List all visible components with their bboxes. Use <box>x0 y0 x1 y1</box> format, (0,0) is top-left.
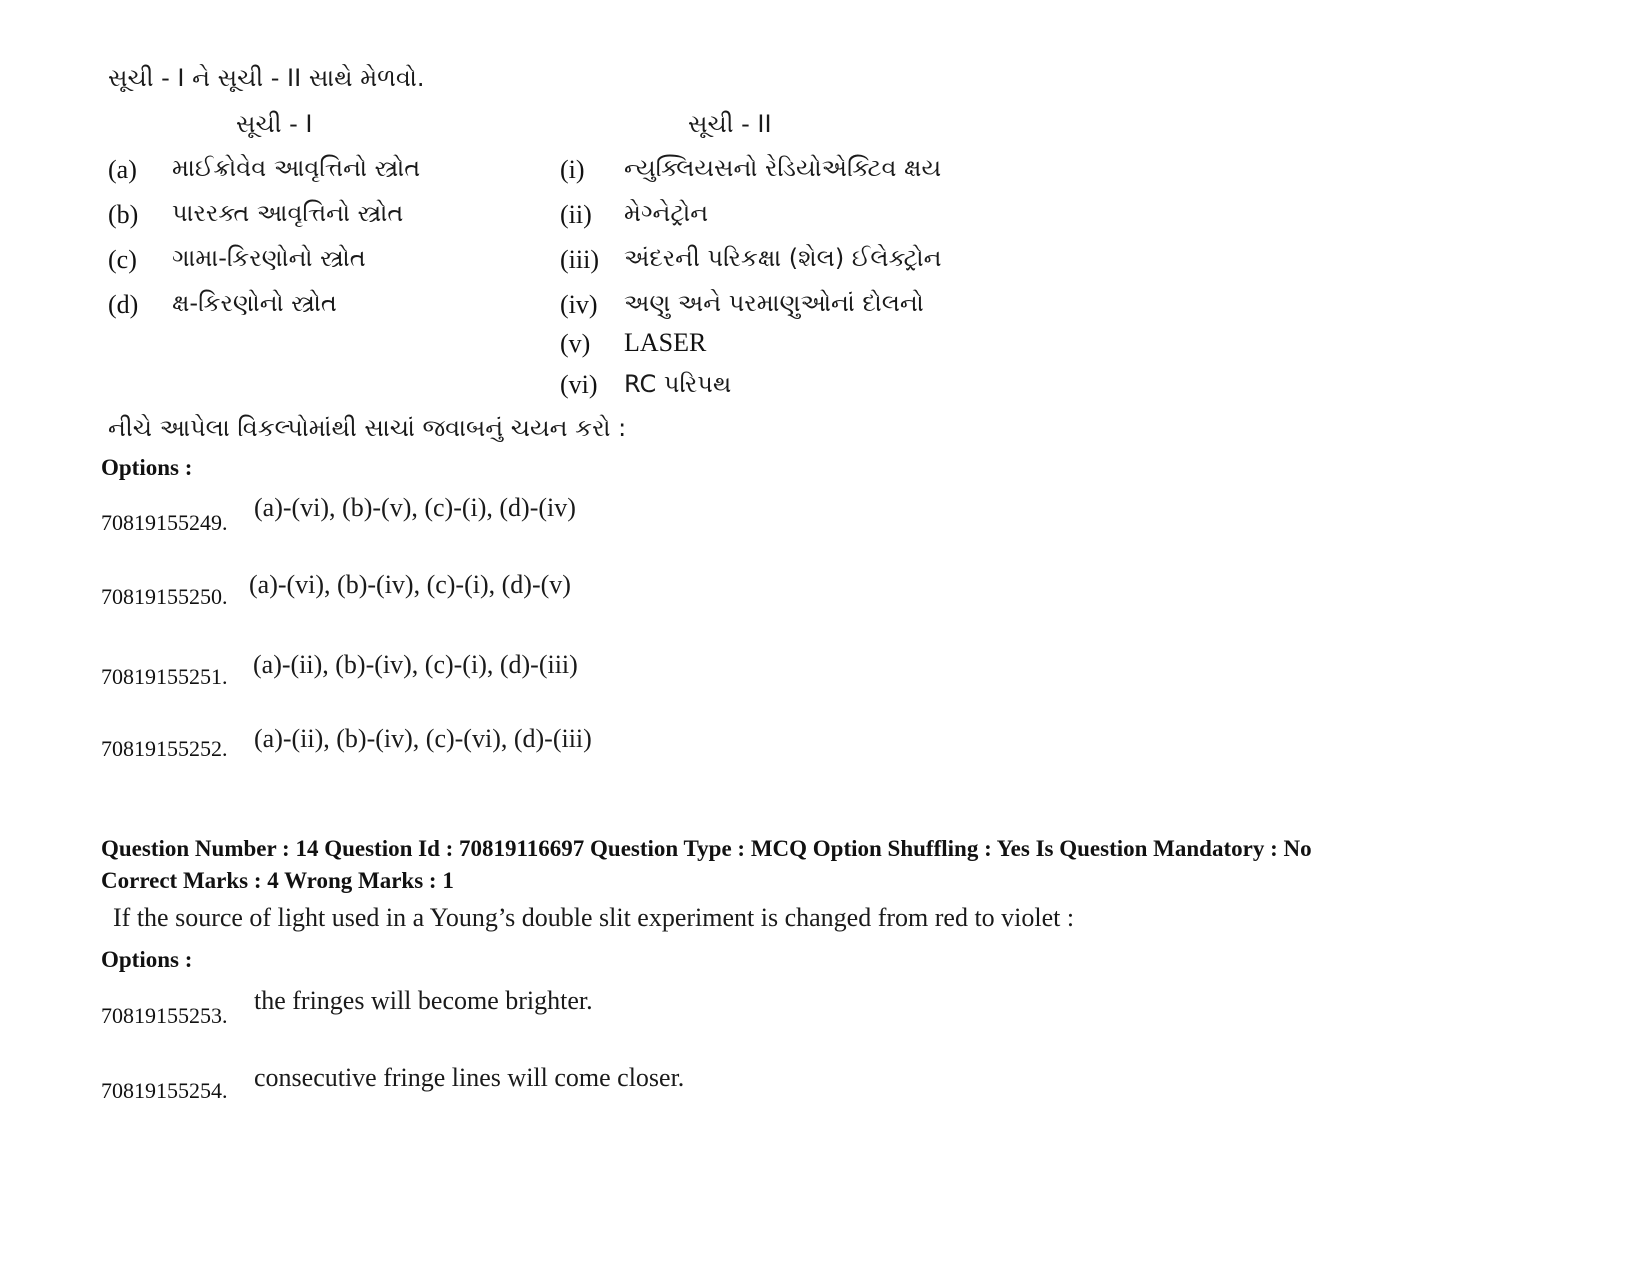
choose-instruction: નીચે આપેલા વિકલ્પોમાંથી સાચાં જવાબનું ચયન કરો : <box>108 414 627 442</box>
list1-item-c: ગામા-કિરણોનો સ્ત્રોત <box>172 244 366 272</box>
list1-heading: સૂચી - I <box>236 110 313 138</box>
option-id: 70819155254. <box>101 1078 228 1103</box>
list2-label-v: (v) <box>560 329 591 358</box>
list2-label-iii: (iii) <box>560 245 599 274</box>
list1-label-c: (c) <box>108 245 137 274</box>
match-instruction: સૂચી - I ને સૂચી - II સાથે મેળવો. <box>108 64 425 92</box>
list2-item-iv: અણુ અને પરમાણુઓનાં દોલનો <box>624 289 924 317</box>
list2-item-v: LASER <box>624 328 707 357</box>
list1-label-d: (d) <box>108 290 139 319</box>
list2-label-ii: (ii) <box>560 200 592 229</box>
list2-item-i: ન્યુક્લિયસનો રેડિયોએક્ટિવ ક્ષય <box>624 154 942 182</box>
options-label-q14: Options : <box>101 947 193 972</box>
option-id: 70819155252. <box>101 736 228 761</box>
option-id: 70819155251. <box>101 664 228 689</box>
list2-heading: સૂચી - II <box>688 110 772 138</box>
list2-item-ii: મેગ્નેટ્રોન <box>624 199 709 227</box>
list1-label-a: (a) <box>108 155 137 184</box>
option-text[interactable]: consecutive fringe lines will come closer. <box>254 1063 685 1092</box>
list1-item-b: પારરક્ત આવૃત્તિનો સ્ત્રોત <box>172 199 404 227</box>
list2-item-vi: RC પરિપથ <box>624 370 732 398</box>
option-text[interactable]: (a)-(ii), (b)-(iv), (c)-(vi), (d)-(iii) <box>254 724 592 753</box>
list1-label-b: (b) <box>108 200 139 229</box>
option-id: 70819155250. <box>101 584 228 609</box>
option-text[interactable]: (a)-(vi), (b)-(v), (c)-(i), (d)-(iv) <box>254 493 576 522</box>
option-text[interactable]: (a)-(ii), (b)-(iv), (c)-(i), (d)-(iii) <box>253 650 578 679</box>
question-marks: Correct Marks : 4 Wrong Marks : 1 <box>101 868 454 893</box>
question-text: If the source of light used in a Young’s double slit experiment is changed from red to violet : <box>113 903 1075 932</box>
list2-label-iv: (iv) <box>560 290 598 319</box>
list1-item-d: ક્ષ-કિરણોનો સ્ત્રોત <box>172 289 337 317</box>
list2-label-vi: (vi) <box>560 370 598 399</box>
option-text[interactable]: the fringes will become brighter. <box>254 986 593 1015</box>
list1-item-a: માઈક્રોવેવ આવૃત્તિનો સ્ત્રોત <box>172 154 421 182</box>
options-label-q13: Options : <box>101 455 193 480</box>
question-meta: Question Number : 14 Question Id : 70819116697 Question Type : MCQ Option Shuffling : Yes Is Question Mandatory : No <box>101 836 1312 861</box>
list2-label-i: (i) <box>560 155 585 184</box>
list2-item-iii: અંદરની પરિકક્ષા (શેલ) ઈલેક્ટ્રોન <box>624 244 942 272</box>
option-text[interactable]: (a)-(vi), (b)-(iv), (c)-(i), (d)-(v) <box>249 570 571 599</box>
option-id: 70819155249. <box>101 510 228 535</box>
option-id: 70819155253. <box>101 1003 228 1028</box>
